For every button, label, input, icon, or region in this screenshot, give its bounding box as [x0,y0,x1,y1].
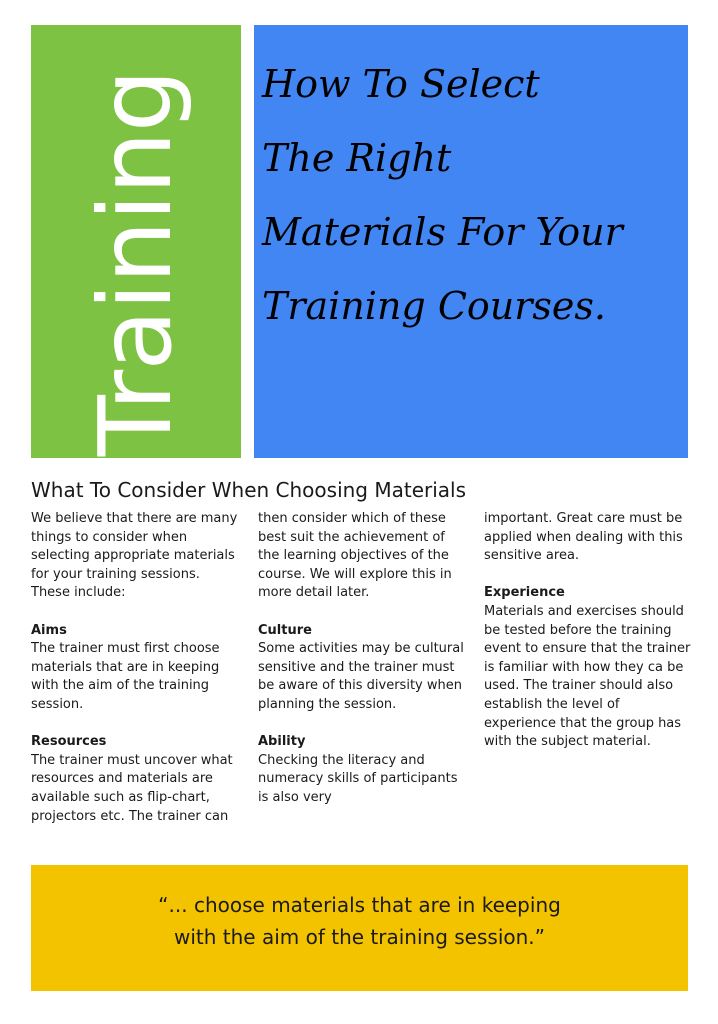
pull-quote-line: “... choose materials that are in keeping [158,893,561,917]
culture-heading: Culture [258,622,312,638]
aims-paragraph: The trainer must first choose materials that are in keeping with the aim of the training session. [31,641,220,712]
experience-paragraph: Materials and exercises should be tested before the training event to ensure that the trainer is familiar with how they ca be used. The trainer should also establish the level of experience that the group has with the subject material. [484,603,691,750]
headline-line: Training Courses. [262,284,606,328]
intro-paragraph: We believe that there are many things to consider when selecting appropriate materials for your training sessions. These include: [31,511,238,601]
ability-paragraph: Checking the literacy and numeracy skills of participants is also very [258,752,458,805]
resources-heading: Resources [31,734,107,750]
sidebar-title-panel [31,25,241,458]
section-heading: What To Consider When Choosing Materials [31,478,467,502]
pull-quote [31,889,688,953]
culture-paragraph: Some activities may be cultural sensitive and the trainer must be aware of this diversity when planning the session. [258,641,464,712]
pull-quote-line: with the aim of the training session.” [173,925,546,949]
resources-paragraph-continued: then consider which of these best suit the achievement of the learning objectives of the course. We will explore this in more detail later. [258,511,452,601]
headline-line: How To Select [262,62,540,106]
ability-heading: Ability [258,734,306,750]
headline-panel [254,25,688,458]
headline-line: Materials For Your [262,210,623,254]
resources-paragraph: The trainer must uncover what resources and materials are available such as flip-chart, projectors etc. The trainer can [31,752,233,824]
headline-line: The Right [262,136,452,180]
ability-paragraph-continued: important. Great care must be applied when dealing with this sensitive area. [484,511,683,564]
text-column-2 [258,510,464,808]
experience-heading: Experience [484,585,565,601]
aims-heading: Aims [31,622,67,638]
headline [262,47,623,343]
text-column-3 [484,510,694,752]
text-column-1 [31,510,241,826]
pull-quote-box [31,865,688,991]
sidebar-title: Training [77,69,194,457]
